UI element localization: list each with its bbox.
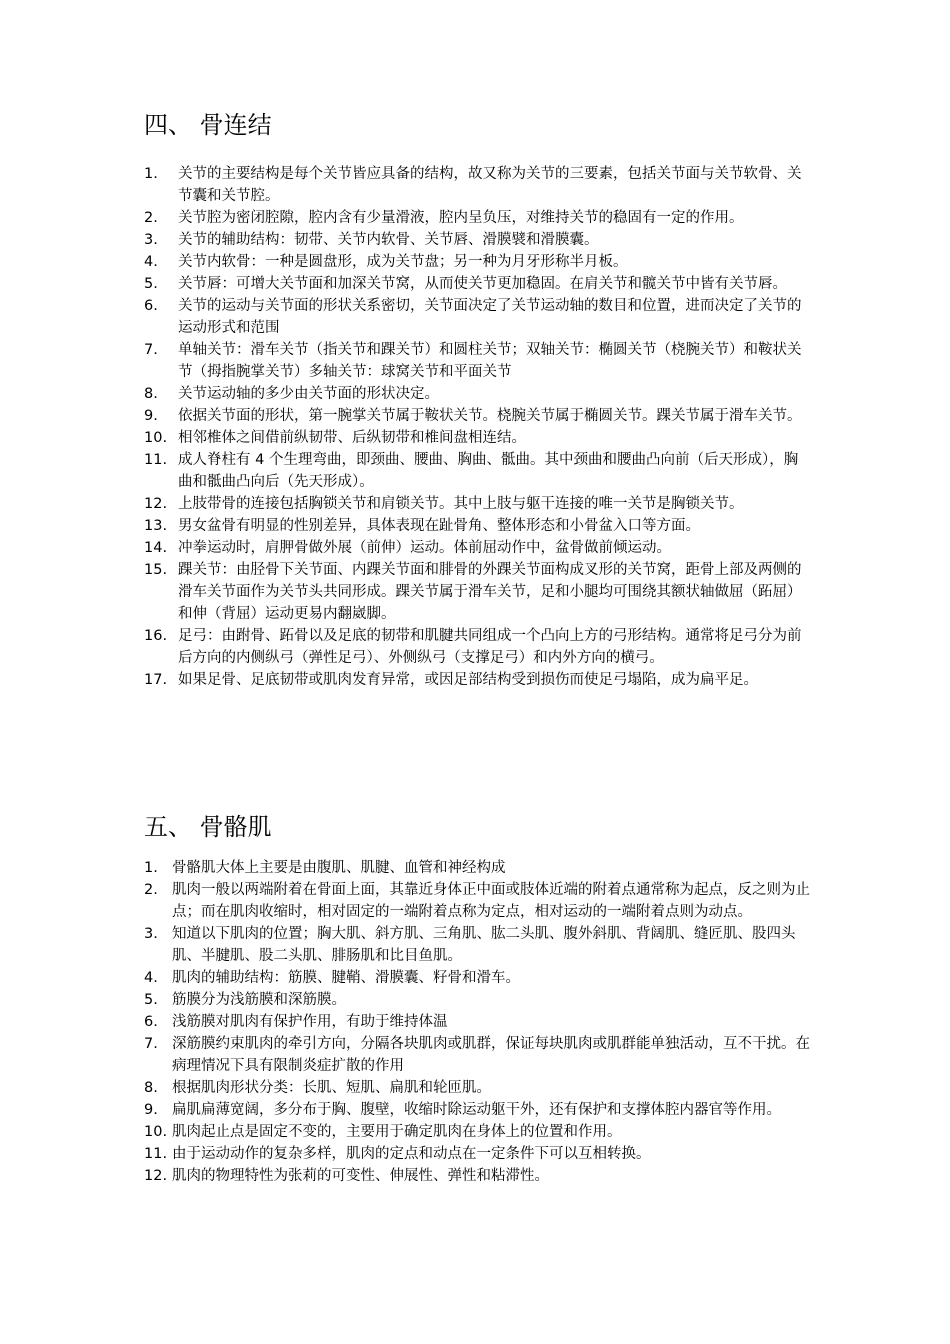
- list-item: [144, 207, 804, 229]
- list-item: [144, 625, 804, 669]
- list-item: [144, 427, 804, 449]
- list-item: [144, 923, 816, 967]
- list-item-text: 深筋膜约束肌肉的牵引方向，分隔各块肌肉或肌群，保证每块肌肉或肌群能单独活动，互不干扰。在病理情况下具有限制炎症扩散的作用: [172, 1036, 810, 1074]
- list-item-number: 12.: [144, 1168, 168, 1184]
- list-item-text: 成人脊柱有 4 个生理弯曲，即颈曲、腰曲、胸曲、骶曲。其中颈曲和腰曲凸向前（后天形成），胸曲和骶曲凸向后（先天形成）。: [178, 452, 799, 490]
- list-item: [144, 295, 804, 339]
- list-item-text: 关节的辅助结构：韧带、关节内软骨、关节唇、滑膜襞和滑膜囊。: [178, 232, 599, 248]
- list-item-text: 依据关节面的形状，第一腕掌关节属于鞍状关节。桡腕关节属于椭圆关节。踝关节属于滑车关节。: [178, 408, 802, 424]
- list-item: [144, 1077, 816, 1099]
- list-item-number: 1.: [144, 166, 158, 182]
- list-item: [144, 857, 816, 879]
- list-item: [144, 1143, 816, 1165]
- list-item-number: 4.: [144, 970, 158, 986]
- list-item-number: 10.: [144, 1124, 168, 1140]
- list-item: [144, 537, 804, 559]
- list-item-number: 6.: [144, 298, 158, 314]
- list-item-number: 3.: [144, 926, 158, 942]
- list-item-text: 浅筋膜对肌肉有保护作用，有助于维持体温: [172, 1014, 448, 1030]
- list-item: [144, 339, 804, 383]
- list-item-number: 5.: [144, 276, 158, 292]
- list-item-number: 9.: [144, 408, 158, 424]
- list-item: [144, 1165, 816, 1187]
- section-heading-muscles: 五、 骨骼肌: [144, 813, 272, 841]
- list-item-number: 2.: [144, 882, 158, 898]
- list-item-text: 筋膜分为浅筋膜和深筋膜。: [172, 992, 346, 1008]
- joints-list: [144, 163, 804, 691]
- list-item-text: 肌肉一般以两端附着在骨面上面，其靠近身体正中面或肢体近端的附着点通常称为起点，反之则为止点；而在肌肉收缩时，相对固定的一端附着点称为定点，相对运动的一端附着点则为动点。: [172, 882, 810, 920]
- list-item: [144, 515, 804, 537]
- list-item: [144, 1121, 816, 1143]
- list-item-text: 男女盆骨有明显的性别差异，具体表现在趾骨角、整体形态和小骨盆入口等方面。: [178, 518, 700, 534]
- list-item: [144, 559, 804, 625]
- list-item: [144, 163, 804, 207]
- list-item-number: 7.: [144, 342, 158, 358]
- list-item-number: 3.: [144, 232, 158, 248]
- list-item-text: 知道以下肌肉的位置；胸大肌、斜方肌、三角肌、肱二头肌、腹外斜肌、背阔肌、缝匠肌、股四头肌、半腱肌、股二头肌、腓肠肌和比目鱼肌。: [172, 926, 796, 964]
- list-item-text: 踝关节：由胫骨下关节面、内踝关节面和腓骨的外踝关节面构成叉形的关节窝，距骨上部及两侧的滑车关节面作为关节头共同形成。踝关节属于滑车关节，足和小腿均可围绕其额状轴做屈（跖屈）和伸（背屈）运动更易内翻崴脚。: [178, 562, 802, 622]
- list-item: [144, 229, 804, 251]
- list-item-number: 9.: [144, 1102, 158, 1118]
- list-item-number: 15.: [144, 562, 168, 578]
- list-item-text: 单轴关节：滑车关节（指关节和踝关节）和圆柱关节；双轴关节：椭圆关节（桡腕关节）和鞍状关节（拇指腕掌关节）多轴关节：球窝关节和平面关节: [178, 342, 802, 380]
- list-item-text: 关节内软骨：一种是圆盘形，成为关节盘；另一种为月牙形称半月板。: [178, 254, 628, 270]
- list-item-number: 11.: [144, 1146, 168, 1162]
- list-item-number: 6.: [144, 1014, 158, 1030]
- list-item-text: 根据肌肉形状分类：长肌、短肌、扁肌和轮匝肌。: [172, 1080, 491, 1096]
- list-item-number: 1.: [144, 860, 158, 876]
- list-item: [144, 273, 804, 295]
- list-item: [144, 405, 804, 427]
- list-item-number: 13.: [144, 518, 168, 534]
- list-item-number: 2.: [144, 210, 158, 226]
- list-item-number: 10.: [144, 430, 168, 446]
- list-item-text: 肌肉的辅助结构：筋膜、腱鞘、滑膜囊、籽骨和滑车。: [172, 970, 520, 986]
- list-item-text: 关节的主要结构是每个关节皆应具备的结构，故又称为关节的三要素，包括关节面与关节软骨、关节囊和关节腔。: [178, 166, 802, 204]
- list-item: [144, 967, 816, 989]
- section-heading-joints: 四、 骨连结: [144, 111, 272, 139]
- list-item: [144, 1099, 816, 1121]
- list-item-text: 冲拳运动时，肩胛骨做外展（前伸）运动。体前屈动作中，盆骨做前倾运动。: [178, 540, 671, 556]
- list-item-number: 11.: [144, 452, 168, 468]
- list-item-text: 关节运动轴的多少由关节面的形状决定。: [178, 386, 439, 402]
- list-item: [144, 449, 804, 493]
- list-item-number: 8.: [144, 1080, 158, 1096]
- list-item: [144, 879, 816, 923]
- list-item: [144, 383, 804, 405]
- list-item-text: 足弓：由跗骨、跖骨以及足底的韧带和肌腱共同组成一个凸向上方的弓形结构。通常将足弓分为前后方向的内侧纵弓（弹性足弓）、外侧纵弓（支撑足弓）和内外方向的横弓。: [178, 628, 802, 666]
- list-item-text: 肌肉的物理特性为张莉的可变性、伸展性、弹性和粘滞性。: [172, 1168, 549, 1184]
- list-item-number: 14.: [144, 540, 168, 556]
- list-item-text: 关节唇：可增大关节面和加深关节窝，从而使关节更加稳固。在肩关节和髋关节中皆有关节唇。: [178, 276, 787, 292]
- list-item: [144, 493, 804, 515]
- list-item-text: 相邻椎体之间借前纵韧带、后纵韧带和椎间盘相连结。: [178, 430, 526, 446]
- list-item-number: 7.: [144, 1036, 158, 1052]
- list-item-text: 肌肉起止点是固定不变的，主要用于确定肌肉在身体上的位置和作用。: [172, 1124, 622, 1140]
- muscles-list: [144, 857, 816, 1187]
- list-item-number: 8.: [144, 386, 158, 402]
- list-item-text: 扁肌扁薄宽阔，多分布于胸、腹壁，收缩时除运动躯干外，还有保护和支撑体腔内器官等作用。: [172, 1102, 781, 1118]
- list-item-number: 17.: [144, 672, 168, 688]
- list-item-text: 骨骼肌大体上主要是由腹肌、肌腱、血管和神经构成: [172, 860, 506, 876]
- list-item-text: 由于运动动作的复杂多样，肌肉的定点和动点在一定条件下可以互相转换。: [172, 1146, 651, 1162]
- list-item-number: 16.: [144, 628, 168, 644]
- list-item-text: 关节的运动与关节面的形状关系密切，关节面决定了关节运动轴的数目和位置，进而决定了关节的运动形式和范围: [178, 298, 802, 336]
- list-item-number: 5.: [144, 992, 158, 1008]
- list-item-number: 12.: [144, 496, 168, 512]
- list-item-text: 上肢带骨的连接包括胸锁关节和肩锁关节。其中上肢与躯干连接的唯一关节是胸锁关节。: [178, 496, 744, 512]
- list-item-text: 如果足骨、足底韧带或肌肉发育异常，或因足部结构受到损伤而使足弓塌陷，成为扁平足。: [178, 672, 758, 688]
- list-item-number: 4.: [144, 254, 158, 270]
- list-item: [144, 989, 816, 1011]
- list-item: [144, 669, 804, 691]
- list-item: [144, 251, 804, 273]
- list-item: [144, 1033, 816, 1077]
- list-item: [144, 1011, 816, 1033]
- list-item-text: 关节腔为密闭腔隙，腔内含有少量滑液，腔内呈负压，对维持关节的稳固有一定的作用。: [178, 210, 744, 226]
